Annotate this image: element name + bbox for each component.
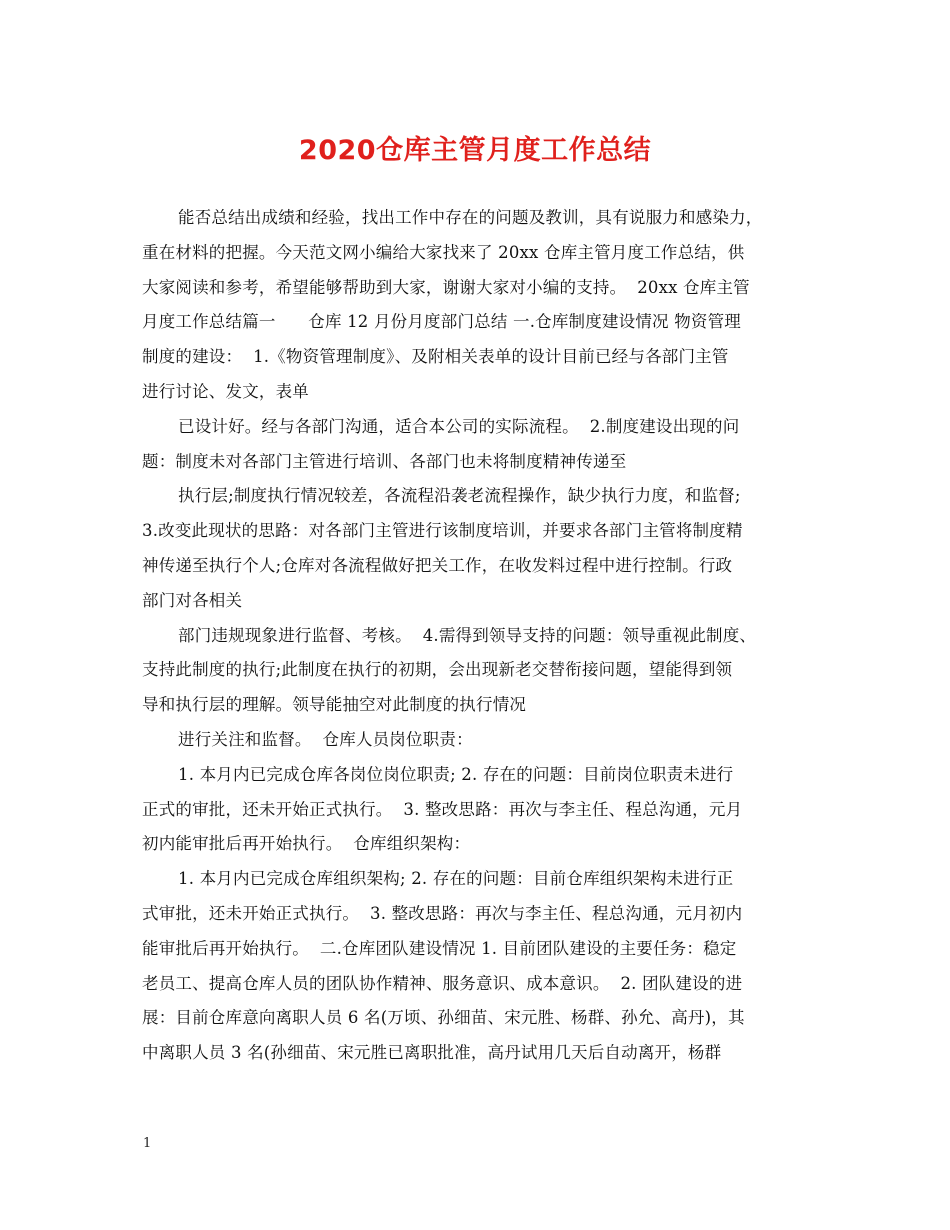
body-line: 老员工、提高仓库人员的团队协作精神、服务意识、成本意识。 2. 团队建设的进	[142, 973, 743, 993]
body-line: 1. 本月内已完成仓库各岗位岗位职责; 2. 存在的问题：目前岗位职责未进行	[178, 764, 734, 784]
body-line: 神传递至执行个人;仓库对各流程做好把关工作，在收发料过程中进行控制。行政	[142, 555, 733, 575]
body-line: 部门对各相关	[142, 590, 243, 610]
document-title: 2020仓库主管月度工作总结	[298, 135, 652, 166]
body-line: 进行关注和监督。 仓库人员岗位职责：	[178, 729, 473, 749]
page-number: 1	[143, 1136, 152, 1151]
body-line: 式审批，还未开始正式执行。 3. 整改思路：再次与李主任、程总沟通，元月初内	[142, 903, 743, 923]
body-line: 制度的建设： 1.《物资管理制度》、及附相关表单的设计目前已经与各部门主管	[142, 347, 729, 367]
body-line: 1. 本月内已完成仓库组织架构; 2. 存在的问题：目前仓库组织架构未进行正	[178, 869, 734, 889]
body-line: 展：目前仓库意向离职人员 6 名(万顷、孙细苗、宋元胜、杨群、孙允、高丹)，其	[142, 1008, 745, 1028]
body-line: 初内能审批后再开始执行。 仓库组织架构：	[142, 834, 471, 854]
body-line: 支持此制度的执行;此制度在执行的初期，会出现新老交替衔接问题，望能得到领	[142, 660, 733, 680]
body-line: 题：制度未对各部门主管进行培训、各部门也未将制度精神传递至	[142, 451, 627, 471]
body-line: 中离职人员 3 名(孙细苗、宋元胜已离职批准，高丹试用几天后自动离开，杨群	[142, 1043, 722, 1063]
body-line: 进行讨论、发文，表单	[142, 381, 309, 401]
body-line: 重在材料的把握。今天范文网小编给大家找来了 20xx 仓库主管月度工作总结，供	[142, 242, 745, 262]
body-line: 部门违规现象进行监督、考核。 4.需得到领导支持的问题：领导重视此制度、	[178, 625, 757, 645]
body-line: 执行层;制度执行情况较差，各流程沿袭老流程操作，缺少执行力度，和监督;	[178, 486, 741, 506]
body-line: 已设计好。经与各部门沟通，适合本公司的实际流程。 2.制度建设出现的问	[178, 416, 740, 436]
body-line: 导和执行层的理解。领导能抽空对此制度的执行情况	[142, 695, 527, 715]
body-line: 正式的审批，还未开始正式执行。 3. 整改思路：再次与李主任、程总沟通，元月	[142, 799, 743, 819]
body-line: 能审批后再开始执行。 二.仓库团队建设情况 1. 目前团队建设的主要任务：稳定	[142, 938, 737, 958]
body-line: 能否总结出成绩和经验，找出工作中存在的问题及教训，具有说服力和感染力，	[178, 208, 763, 227]
document-body	[142, 201, 826, 1071]
body-line: 月度工作总结篇一 仓库 12 月份月度部门总结 一.仓库制度建设情况 物资管理	[142, 312, 741, 332]
body-line: 3.改变此现状的思路：对各部门主管进行该制度培训，并要求各部门主管将制度精	[142, 521, 743, 541]
body-line: 大家阅读和参考，希望能够帮助到大家，谢谢大家对小编的支持。 20xx 仓库主管	[142, 277, 750, 297]
